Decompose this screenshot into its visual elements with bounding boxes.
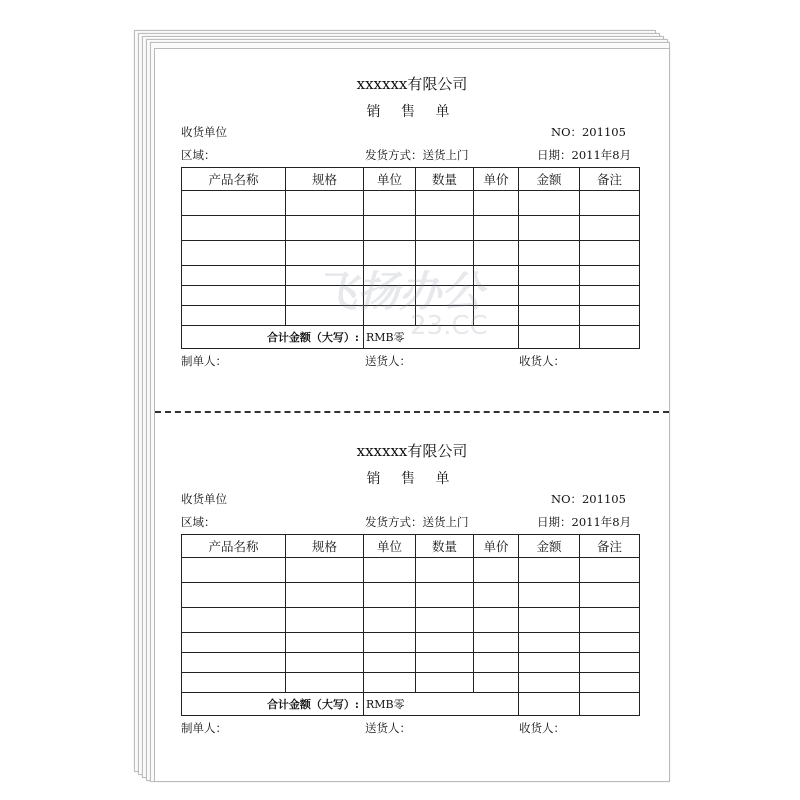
total-amount-label: 合计金额（大写）: <box>182 326 364 349</box>
table-row <box>182 191 640 216</box>
form-number: NO：201105 <box>551 492 626 506</box>
receiver-unit-label: 收货单位 <box>181 125 227 139</box>
col-header-remarks: 备注 <box>580 535 640 558</box>
table-header-row <box>182 168 640 191</box>
sales-form-page <box>154 48 670 782</box>
region-label: 区域： <box>181 148 216 162</box>
col-header-unit-price: 单价 <box>474 535 519 558</box>
col-header-unit-price: 单价 <box>474 168 519 191</box>
total-amount-value: RMB零 <box>364 693 519 716</box>
company-name: xxxxxx有限公司 <box>356 442 468 460</box>
col-header-amount: 金额 <box>519 535 580 558</box>
table-row <box>182 608 640 633</box>
form-number: NO：201105 <box>551 125 626 139</box>
deliverer-label: 送货人： <box>365 721 411 735</box>
tear-line <box>155 411 669 413</box>
col-header-unit: 单位 <box>364 168 416 191</box>
table-row <box>182 583 640 608</box>
items-table <box>181 534 640 716</box>
col-header-unit: 单位 <box>364 535 416 558</box>
table-header-row <box>182 535 640 558</box>
table-row <box>182 673 640 693</box>
receiver-unit-label: 收货单位 <box>181 492 227 506</box>
total-amount-value: RMB零 <box>364 326 519 349</box>
col-header-product-name: 产品名称 <box>182 168 286 191</box>
form-date: 日期：2011年8月 <box>537 148 632 162</box>
company-name: xxxxxx有限公司 <box>356 75 468 93</box>
total-amount-label: 合计金额（大写）: <box>182 693 364 716</box>
col-header-product-name: 产品名称 <box>182 535 286 558</box>
col-header-amount: 金额 <box>519 168 580 191</box>
col-header-quantity: 数量 <box>416 535 474 558</box>
table-row <box>182 653 640 673</box>
maker-label: 制单人： <box>181 721 227 735</box>
consignee-label: 收货人： <box>519 354 565 368</box>
delivery-method: 发货方式：送货上门 <box>365 148 469 162</box>
deliverer-label: 送货人： <box>365 354 411 368</box>
form-title: 销 售 单 <box>366 471 458 487</box>
table-row <box>182 558 640 583</box>
col-header-remarks: 备注 <box>580 168 640 191</box>
delivery-method: 发货方式：送货上门 <box>365 515 469 529</box>
col-header-spec: 规格 <box>286 168 364 191</box>
consignee-label: 收货人： <box>519 721 565 735</box>
total-row <box>182 693 640 716</box>
region-label: 区域： <box>181 515 216 529</box>
form-title: 销 售 单 <box>366 104 458 120</box>
sales-form-bottom <box>155 416 669 760</box>
table-row <box>182 633 640 653</box>
sales-form-top <box>155 49 669 393</box>
table-row <box>182 216 640 241</box>
watermark-site: 23.CC <box>410 311 488 341</box>
maker-label: 制单人： <box>181 354 227 368</box>
col-header-quantity: 数量 <box>416 168 474 191</box>
col-header-spec: 规格 <box>286 535 364 558</box>
form-date: 日期：2011年8月 <box>537 515 632 529</box>
watermark-brand: 飞扬办公 <box>315 267 484 316</box>
